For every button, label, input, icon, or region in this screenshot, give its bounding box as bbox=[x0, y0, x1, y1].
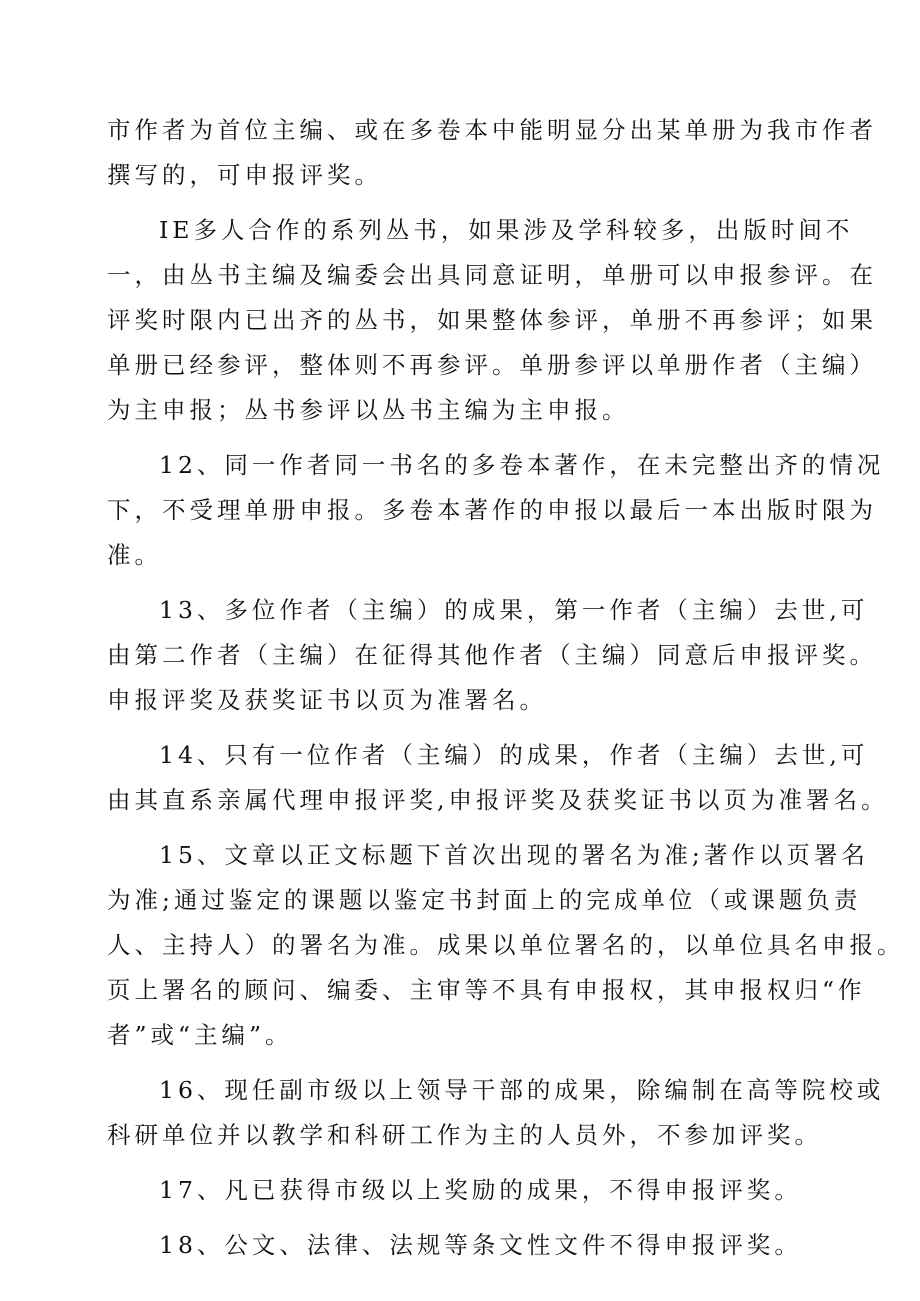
text-line: 申报评奖及获奖证书以页为准署名。 bbox=[107, 686, 547, 714]
text-line: 为准;通过鉴定的课题以鉴定书封面上的完成单位（或课题负责 bbox=[107, 886, 862, 914]
paragraph-item-17 bbox=[107, 1168, 807, 1213]
paragraph-continuation bbox=[107, 108, 877, 198]
document-body bbox=[107, 108, 905, 1268]
text-line: 下，不受理单册申报。多卷本著作的申报以最后一本出版时限为 bbox=[107, 496, 877, 524]
text-line: 市作者为首位主编、或在多卷本中能明显分出某单册为我市作者 bbox=[107, 116, 877, 144]
paragraph-item-18 bbox=[107, 1223, 807, 1268]
text-line: 者”或“主编”。 bbox=[107, 1021, 293, 1049]
text-line: 18、公文、法律、法规等条文性文件不得申报评奖。 bbox=[159, 1231, 802, 1259]
paragraph-item-16 bbox=[107, 1068, 885, 1158]
paragraph-series-books bbox=[107, 208, 877, 433]
text-line: 页上署名的顾问、编委、主审等不具有申报权，其申报权归“作 bbox=[107, 976, 866, 1004]
text-line: 准。 bbox=[107, 541, 162, 569]
text-line: 评奖时限内已出齐的丛书，如果整体参评，单册不再参评；如果 bbox=[107, 306, 877, 334]
text-line: 16、现任副市级以上领导干部的成果，除编制在高等院校或 bbox=[159, 1076, 885, 1104]
paragraph-item-12 bbox=[107, 443, 885, 578]
text-line: IE多人合作的系列丛书，如果涉及学科较多，出版时间不 bbox=[159, 216, 854, 244]
text-line: 一，由丛书主编及编委会出具同意证明，单册可以申报参评。在 bbox=[107, 261, 877, 289]
paragraph-item-13 bbox=[107, 588, 877, 723]
text-line: 单册已经参评，整体则不再参评。单册参评以单册作者（主编） bbox=[107, 351, 877, 379]
text-line: 14、只有一位作者（主编）的成果，作者（主编）去世,可 bbox=[159, 741, 869, 769]
text-line: 15、文章以正文标题下首次出现的署名为准;著作以页署名 bbox=[159, 841, 869, 869]
text-line: 12、同一作者同一书名的多卷本著作，在未完整出齐的情况 bbox=[159, 451, 885, 479]
paragraph-item-15 bbox=[107, 833, 905, 1058]
text-line: 由其直系亲属代理申报评奖,申报评奖及获奖证书以页为准署名。 bbox=[107, 786, 889, 814]
text-line: 撰写的，可申报评奖。 bbox=[107, 161, 382, 189]
text-line: 由第二作者（主编）在征得其他作者（主编）同意后申报评奖。 bbox=[107, 641, 877, 669]
text-line: 科研单位并以教学和科研工作为主的人员外，不参加评奖。 bbox=[107, 1121, 822, 1149]
text-line: 17、凡已获得市级以上奖励的成果，不得申报评奖。 bbox=[159, 1176, 802, 1204]
text-line: 13、多位作者（主编）的成果，第一作者（主编）去世,可 bbox=[159, 596, 869, 624]
text-line: 人、主持人）的署名为准。成果以单位署名的，以单位具名申报。 bbox=[107, 931, 905, 959]
paragraph-item-14 bbox=[107, 733, 889, 823]
text-line: 为主申报；丛书参评以丛书主编为主申报。 bbox=[107, 396, 630, 424]
